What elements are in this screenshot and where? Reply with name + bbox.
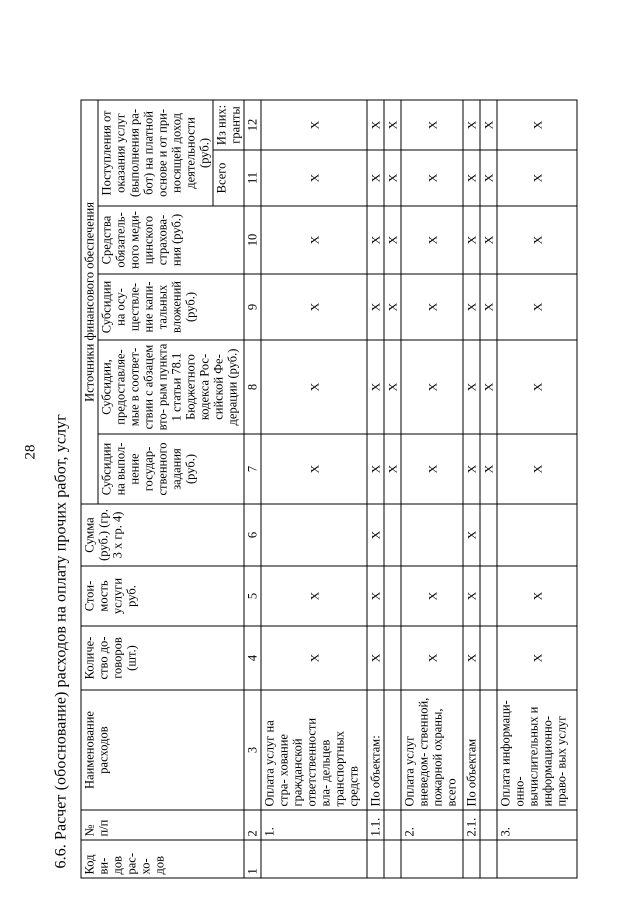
header-s8: Субсидии, предоставляе- мые в соответ- ствии с абзацем вто- рым пункта 1 статьи 78.1 Бюджетного кодекса Рос- сийской Фе- дерации (руб.) (98, 340, 244, 434)
expense-table (81, 99, 578, 878)
header-cost: Стои- мость услуги руб. (81, 566, 244, 626)
row-num: 1.1. (367, 810, 384, 840)
page-title: 6.6. Расчет (обоснование) расходов на оплату прочих работ, услуг (52, 414, 70, 869)
cell-s9: Х (480, 274, 497, 340)
table-row (401, 100, 463, 878)
cell-cost: Х (497, 566, 577, 626)
cell-cost: Х (367, 566, 384, 626)
col-num: 2 (244, 810, 261, 840)
cell-sum (401, 504, 463, 566)
table-row (497, 100, 577, 878)
cell-s9: Х (261, 274, 367, 340)
cell-sum (261, 504, 367, 566)
header-total: Всего (213, 150, 244, 206)
header-num: № п/п (81, 810, 244, 840)
col-num: 11 (244, 150, 261, 206)
cell-s8: Х (497, 340, 577, 434)
header-sources: Источники финансового обеспечения (81, 100, 98, 504)
row-num: 2.1. (463, 810, 480, 840)
cell-s7: Х (480, 434, 497, 504)
cell-s12: Х (480, 100, 497, 150)
row-name: По объектам (463, 690, 480, 810)
cell-s10: Х (463, 206, 480, 274)
cell-s11: Х (401, 150, 463, 206)
cell-s7: Х (367, 434, 384, 504)
header-qty: Количе- ство до- говоров (шт.) (81, 626, 244, 690)
cell-s12: Х (261, 100, 367, 150)
cell-s8: Х (367, 340, 384, 434)
header-sum: Сумма (руб.) (гр. 3 х гр. 4) (81, 504, 244, 566)
cell-s8: Х (401, 340, 463, 434)
cell-s9: Х (401, 274, 463, 340)
cell-s10: Х (261, 206, 367, 274)
col-num: 4 (244, 626, 261, 690)
cell-s10: Х (401, 206, 463, 274)
row-name: Оплата информаци- онно-вычислительных и информационно-право- вых услуг (497, 690, 577, 810)
header-row-1 (81, 100, 98, 878)
cell-s12: Х (384, 100, 401, 150)
table-row (463, 100, 480, 878)
header-s10: Средства обязатель- ного меди- цинского страхова- ния (руб.) (98, 206, 244, 274)
col-num: 10 (244, 206, 261, 274)
cell-s11: Х (480, 150, 497, 206)
cell-qty: Х (401, 626, 463, 690)
cell-s7: Х (261, 434, 367, 504)
col-num: 5 (244, 566, 261, 626)
col-num: 9 (244, 274, 261, 340)
cell-s12: Х (367, 100, 384, 150)
cell-s7: Х (401, 434, 463, 504)
rotated-page (1, 0, 640, 905)
cell-s12: Х (463, 100, 480, 150)
cell-s10: Х (497, 206, 577, 274)
cell-s11: Х (463, 150, 480, 206)
cell-s7: Х (463, 434, 480, 504)
cell-qty: Х (463, 626, 480, 690)
cell-s8: Х (480, 340, 497, 434)
cell-s10: Х (367, 206, 384, 274)
cell-cost: Х (261, 566, 367, 626)
column-number-row (244, 100, 261, 878)
cell-s10: Х (384, 206, 401, 274)
cell-s8: Х (384, 340, 401, 434)
cell-qty: Х (497, 626, 577, 690)
cell-cost: Х (463, 566, 480, 626)
col-num: 1 (244, 840, 261, 878)
table-row (480, 100, 497, 878)
cell-sum: Х (367, 504, 384, 566)
col-num: 3 (244, 690, 261, 810)
row-num: 2. (401, 810, 463, 840)
header-name: Наименование расходов (81, 690, 244, 810)
cell-sum: Х (463, 504, 480, 566)
cell-qty: Х (367, 626, 384, 690)
col-num: 12 (244, 100, 261, 150)
row-name: Оплата услуг вневедом- ственной, пожарной охраны, всего (401, 690, 463, 810)
cell-s9: Х (367, 274, 384, 340)
cell-s7: Х (497, 434, 577, 504)
cell-s10: Х (480, 206, 497, 274)
cell-s11: Х (384, 150, 401, 206)
col-num: 6 (244, 504, 261, 566)
cell-s12: Х (497, 100, 577, 150)
cell-s11: Х (497, 150, 577, 206)
page-number: 28 (22, 444, 39, 460)
col-num: 8 (244, 340, 261, 434)
cell-cost: Х (401, 566, 463, 626)
cell-s12: Х (401, 100, 463, 150)
table-row (384, 100, 401, 878)
cell-s9: Х (497, 274, 577, 340)
header-s11: Поступления от оказания услуг (выполнения ра- бот) на платной основе и от при- носящей доход деятельности (руб.) (98, 100, 213, 206)
cell-qty: Х (261, 626, 367, 690)
cell-s8: Х (261, 340, 367, 434)
table-row (261, 100, 367, 878)
row-num: 1. (261, 810, 367, 840)
header-code: Код ви- дов рас- хо- дов (81, 840, 244, 878)
header-grants: Из них: гранты (213, 100, 244, 150)
row-num: 3. (497, 810, 577, 840)
cell-s8: Х (463, 340, 480, 434)
header-s9: Субсидии на осу- ществле- ние капи- тальных вложений (руб.) (98, 274, 244, 340)
row-name: Оплата услуг на стра- хование гражданской ответственности вла- дельцев транспортных средств (261, 690, 367, 810)
cell-s11: Х (261, 150, 367, 206)
cell-s11: Х (367, 150, 384, 206)
cell-s9: Х (384, 274, 401, 340)
cell-s9: Х (463, 274, 480, 340)
cell-sum (497, 504, 577, 566)
header-s7: Субсидии на выпол- нение государ- ственного задания (руб.) (98, 434, 244, 504)
cell-s7: Х (384, 434, 401, 504)
col-num: 7 (244, 434, 261, 504)
row-name: По объектам: (367, 690, 384, 810)
table-row (367, 100, 384, 878)
